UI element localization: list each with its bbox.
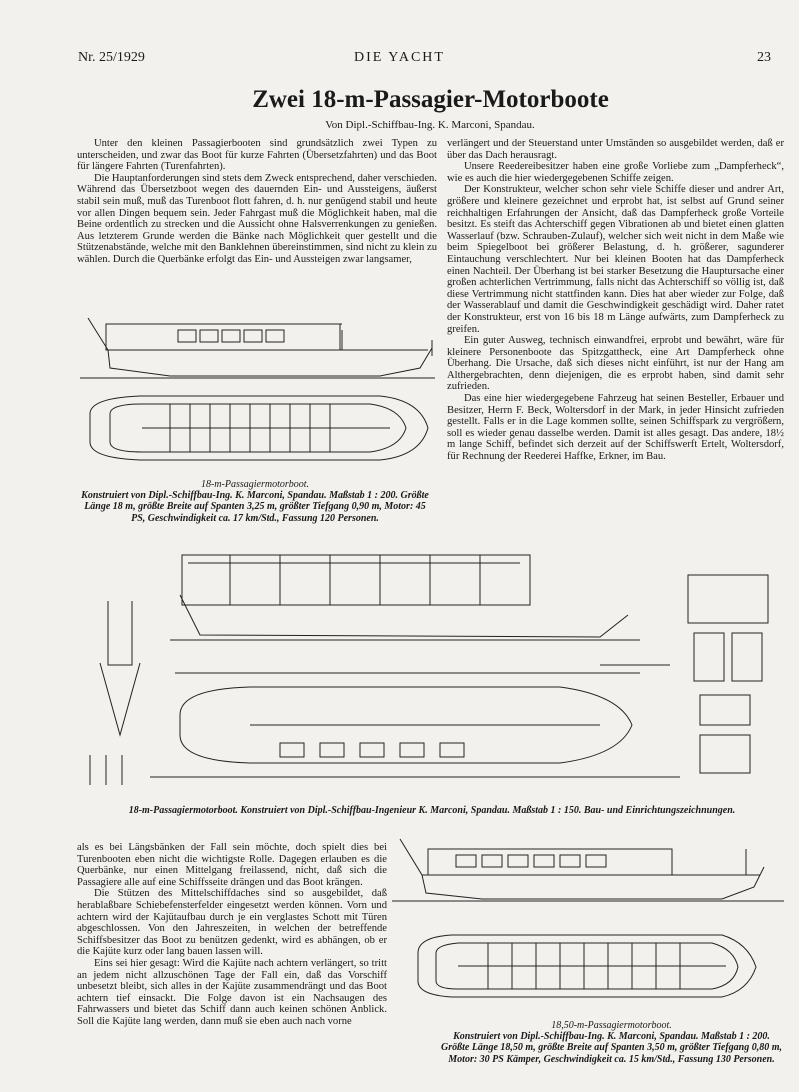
figure-caption-1	[80, 479, 430, 524]
article-title: Zwei 18-m-Passagier-Motorboote	[252, 86, 609, 113]
construction-drawing	[80, 545, 780, 800]
paragraph: Die Stützen des Mittelschiffdaches sind so ausgebildet, daß herablaßbare Schiebefensterfelder eingesetzt werden können. Vorn und achtern wird der Kajütaufbau durch je ein verglastes Schott mit Türen abgeschlossen. Von den Jahreszeiten, in welchen der betreffende Schiffsbesitzer das Boot zu benützen gedenkt, wird es abhängen, ob er die Kajüte kurz oder lang bauen lassen will.	[77, 888, 387, 958]
paragraph: Eins sei hier gesagt: Wird die Kajüte nach achtern verlängert, so tritt an jedem nicht allzuschönen Tage der Fall ein, daß das Vorschiff unbesetzt bleibt, sich alles in der Kajüte zusammendrängt und das Boot achtern tief einsackt. Die Folge davon ist ein Nachsaugen des Fahrwassers und bietet das Schiff dann auch keinen schönen Anblick. Soll die Kajüte lang werden, dann muß sie eben auch nach vorne	[77, 957, 387, 1027]
paragraph: verlängert und der Steuerstand unter Umständen so ausgebildet werden, daß er über das Dach herausragt.	[447, 138, 784, 161]
text-column-bottom	[77, 842, 387, 1028]
figure-caption-2	[80, 805, 784, 816]
caption-text: Konstruiert von Dipl.-Schiffbau-Ing. K. Marconi, Spandau. Maßstab 1 : 200. Größte Länge 18 m, größte Breite auf Spanten 3,25 m, größter Tiefgang 0,90 m, Motor: 45 PS, Geschwindigkeit ca. 17 km/Std., Fassung 120 Personen.	[81, 490, 429, 524]
paragraph: als es bei Längsbänken der Fall sein möchte, doch spielt dies bei Turenbooten eben nicht die wichtigste Rolle. Dagegen erlauben es die Querbänke, nur einen Mittelgang freilassend, nicht, daß sich die Passagiere alle auf eine Schiffsseite drängen und das Boot krängen.	[77, 842, 387, 888]
magazine-name: DIE YACHT	[354, 50, 445, 65]
page-number: 23	[757, 50, 771, 65]
article-byline: Von Dipl.-Schiffbau-Ing. K. Marconi, Spandau.	[325, 119, 535, 131]
boat-drawing-18-50m	[392, 835, 784, 1015]
issue-number: Nr. 25/1929	[78, 50, 145, 65]
paragraph: Der Konstrukteur, welcher schon sehr viele Schiffe dieser und andrer Art, größere und kleinere gezeichnet und erprobt hat, ist selbst auf Grund seiner reichhaltigen Erfahrungen der Ansicht, daß das Dampferheck große Vorteile besitzt. Es steift das Achterschiff gegen Vibrationen ab und bietet einen glatten Wasserlauf (bzw. Schrauben-Zulauf), welcher sich weit nicht in dem Maße wie beim Spiegelboot bei größerer Belastung, d. h. größerer, sagunderer Eintauchung verschlechtert. Nur bei kleinen Booten hat das Dampferheck einen Nachteil. Der Überhang ist bei starker Besetzung die Hauptursache einer großen achterlichen Vertrimmung, falls nicht das Achterschiff so völlig ist, daß diese Vertrimmung nicht stattfinden kann. Dies hat aber wieder zur Folge, daß der Wasserablauf und damit die Geschwindigkeit geschädigt wird. Daher ratet der Konstrukteur, erst von 16 bis 18 m Länge aufwärts, zum Dampferheck zu greifen.	[447, 184, 784, 335]
paragraph: Unter den kleinen Passagierbooten sind grundsätzlich zwei Typen zu unterscheiden, und zwar das Boot für kurze Fahrten (Übersetzfahrten) und das Boot für längere Fahrten (Turenfahrten).	[77, 138, 437, 173]
text-column-left	[77, 138, 437, 266]
text-column-right	[447, 138, 784, 463]
caption-title: 18,50-m-Passagiermotorboot.	[551, 1020, 672, 1031]
paragraph: Unsere Reedereibesitzer haben eine große Vorliebe zum „Dampferheck“, wie es auch die hier wiedergegebenen Schiffe zeigen.	[447, 161, 784, 184]
figure-caption-3	[440, 1020, 783, 1065]
paragraph: Das eine hier wiedergegebene Fahrzeug hat seinen Besteller, Erbauer und Besitzer, Herrn F. Beck, Woltersdorf in der Mark, in jeder Hinsicht zufrieden gestellt. Falls er in die Lage kommen sollte, seinen Schiffspark zu vergrößern, soll es wieder genau dasselbe werden. Damit ist alles gesagt. Das andere, 18½ m lange Schiff, befindet sich derzeit auf der Schiffswerft Ertelt, Woltersdorf, für Rechnung der Reederei Haffke, Erkner, im Bau.	[447, 393, 784, 463]
caption-text: Konstruiert von Dipl.-Schiffbau-Ing. K. Marconi, Spandau. Maßstab 1 : 200. Größte Länge 18,50 m, größte Breite auf Spanten 3,50 m, größter Tiefgang 0,80 m, Motor: 30 PS Kämper, Geschwindigkeit ca. 15 km/Std., Fassung 130 Personen.	[440, 1031, 782, 1065]
caption-text: 18-m-Passagiermotorboot. Konstruiert von Dipl.-Schiffbau-Ingenieur K. Marconi, Spandau. Maßstab 1 : 150. Bau- und Einrichtungszeichnungen.	[128, 805, 736, 816]
boat-drawing-18m	[80, 310, 435, 478]
caption-title: 18-m-Passagiermotorboot.	[200, 479, 310, 490]
paragraph: Ein guter Ausweg, technisch einwandfrei, erprobt und bewährt, wäre für kleinere Personenboote das Spitzgattheck, eine Art Dampferheck ohne Überhang. Die Ursache, daß sich dieses nicht einführt, ist nur der Hang am Althergebrachten, denn diejenigen, die es erprobt haben, sind damit sehr zufrieden.	[447, 335, 784, 393]
paragraph: Die Hauptanforderungen sind stets dem Zweck entsprechend, daher verschieden. Während das Übersetzboot wegen des dauernden Ein- und Aussteigens, äußerst stabil sein muß, muß das Turenboot flott fahren, d. h. nur genügend stabil und heute vor allen Dingen bequem sein. Jeder Fahrgast muß die Möglichkeit haben, mal die Beine ordentlich zu strecken und die Aussicht ohne Halsverrenkungen zu genießen. Aus letzterem Grunde werden die Bänke nach Möglichkeit quer gestellt und die Stützenabstände, welche mit den Banklehnen übereinstimmen, sind nicht zu klein zu wählen. Durch die Querbänke erfolgt das Ein- und Aussteigen zwar langsamer,	[77, 172, 437, 265]
